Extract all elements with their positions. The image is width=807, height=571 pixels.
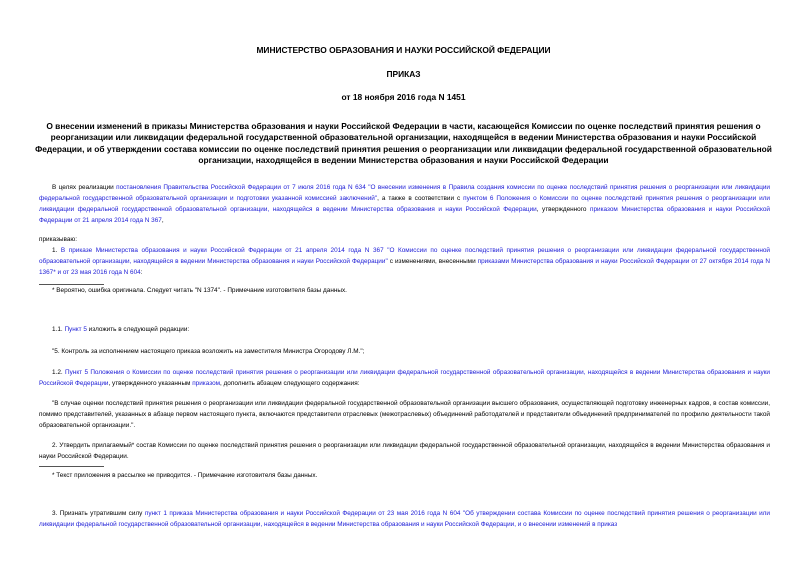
- item-1-2-text-3: , дополнить абзацем следующего содержания:: [220, 380, 360, 387]
- document-title: О внесении изменений в приказы Министерства образования и науки Российской Федерации в части, касающейся Комиссии по оценке последствий принятия решения о реорганизации или ликвидации федеральной государственной образовательной организации, находящейся в ведении Министерства образования и науки Российской Федерации, и об утверждении состава комиссии по оценке последствий принятия решения о реорганизации или ликвидации федеральной государственной образовательной организации, находящейся в ведении Министерства образования и науки Российской Федерации: [35, 121, 772, 166]
- preamble-paragraph: [39, 182, 770, 226]
- item-1-2-link-order[interactable]: приказом: [192, 380, 221, 387]
- item-1-link-amending-orders[interactable]: приказами Министерства образования и науки Российской Федерации от 27 октября 2014 года N 1367* и от 23 мая 2016 года N 604: [39, 258, 770, 276]
- preamble-link-regulation-point-6[interactable]: пунктом 6 Положения о Комиссии по оценке последствий принятия решения о реорганизации или ликвидации федеральной государственной образовательной организации, находящейся в ведении Министерства образования и науки Российской Федерации: [39, 195, 770, 213]
- item-1-link-order-367[interactable]: В приказе Министерства образования и науки Российской Федерации от 21 апреля 2014 года N 367 "О Комиссии по оценке последствий принятия решения о реорганизации или ликвидации федеральной государственной образовательной организации, находящейся в ведении Министерства образования и науки Российской Федерации": [39, 247, 770, 265]
- item-1-text-3: :: [140, 269, 143, 276]
- item-1-2-quote: "В случае оценки последствий принятия решения о реорганизации или ликвидации федеральной государственной образовательной организации высшего образования, осуществляющей подготовку инженерных кадров, в состав комиссии, помимо представителей, указанных в абзаце первом настоящего пункта, включаются представители отраслевых (межотраслевых) объединений работодателей и представители объединений предпринимателей по профилю деятельности такой образовательной организации.".: [39, 400, 770, 429]
- item-2-paragraph: 2. Утвердить прилагаемый* состав Комиссии по оценке последствий принятия решения о реорганизации или ликвидации федеральной государственной образовательной организации, находящейся в ведении Министерства образования и науки Российской Федерации.: [39, 442, 770, 460]
- preamble-link-resolution-634[interactable]: постановления Правительства Российской Федерации от 7 июля 2016 года N 634 "О внесении изменения в Правила создания комиссии по оценке последствий принятия решения о реорганизации или ликвидации федеральной государственной образовательной организации и подготовки указанной комиссией заключений": [39, 184, 770, 202]
- item-1-2-text-2: , утвержденного указанным: [108, 380, 193, 387]
- ministry-heading: МИНИСТЕРСТВО ОБРАЗОВАНИЯ И НАУКИ РОССИЙСКОЙ ФЕДЕРАЦИИ: [256, 45, 551, 55]
- footnote-2: * Текст приложения в рассылке не приводится. - Примечание изготовителя базы данных.: [52, 472, 318, 479]
- document-date-number: от 18 ноября 2016 года N 1451: [341, 92, 466, 102]
- item-1-1-link-point-5[interactable]: Пункт 5: [64, 326, 87, 333]
- footnote-1: * Вероятно, ошибка оригинала. Следует читать "N 1374". - Примечание изготовителя базы данных.: [52, 287, 347, 294]
- item-3-link-order-604[interactable]: пункт 1 приказа Министерства образования и науки Российской Федерации от 23 мая 2016 года N 604 "Об утверждении состава Комиссии по оценке последствий принятия решения о реорганизации или ликвидации федеральной государственной образовательной организации, находящейся в ведении Министерства образования и науки Российской Федерации, и о внесении изменений в приказ: [39, 510, 770, 528]
- item-1-paragraph: [39, 245, 770, 278]
- item-3-text-1: 3. Признать утратившим силу: [52, 510, 145, 517]
- item-3-paragraph: [39, 508, 770, 530]
- preamble-text-3: , утвержденного: [536, 206, 590, 213]
- item-1-2-text-1: 1.2.: [52, 369, 65, 376]
- item-1-text-1: 1.: [52, 247, 61, 254]
- item-1-text-2: с изменениями, внесенными: [387, 258, 478, 265]
- preamble-text-4: ,: [161, 217, 164, 224]
- item-1-1-paragraph: [39, 324, 770, 335]
- item-1-1-text-1: 1.1.: [52, 326, 65, 333]
- document-type: ПРИКАЗ: [386, 69, 421, 79]
- footnote-2-divider: [39, 466, 104, 467]
- item-1-1-quote: "5. Контроль за исполнением настоящего приказа возложить на заместителя Министра Огородову Л.М.";: [52, 348, 365, 355]
- preamble-text-1: В целях реализации: [52, 184, 117, 191]
- item-1-1-text-2: изложить в следующей редакции:: [86, 326, 190, 333]
- item-1-2-link-regulation-point-5[interactable]: Пункт 5 Положения о Комиссии по оценке последствий принятия решения о реорганизации или ликвидации федеральной государственной образовательной организации, находящейся в ведении Министерства образования и науки Российской Федерации: [39, 369, 771, 387]
- preamble-text-2: , а также в соответствии с: [377, 195, 464, 202]
- orders-line: приказываю:: [39, 236, 77, 243]
- preamble-link-order-367[interactable]: приказом Министерства образования и науки Российской Федерации от 21 апреля 2014 года N 367: [39, 206, 770, 224]
- item-1-2-paragraph: [39, 367, 770, 389]
